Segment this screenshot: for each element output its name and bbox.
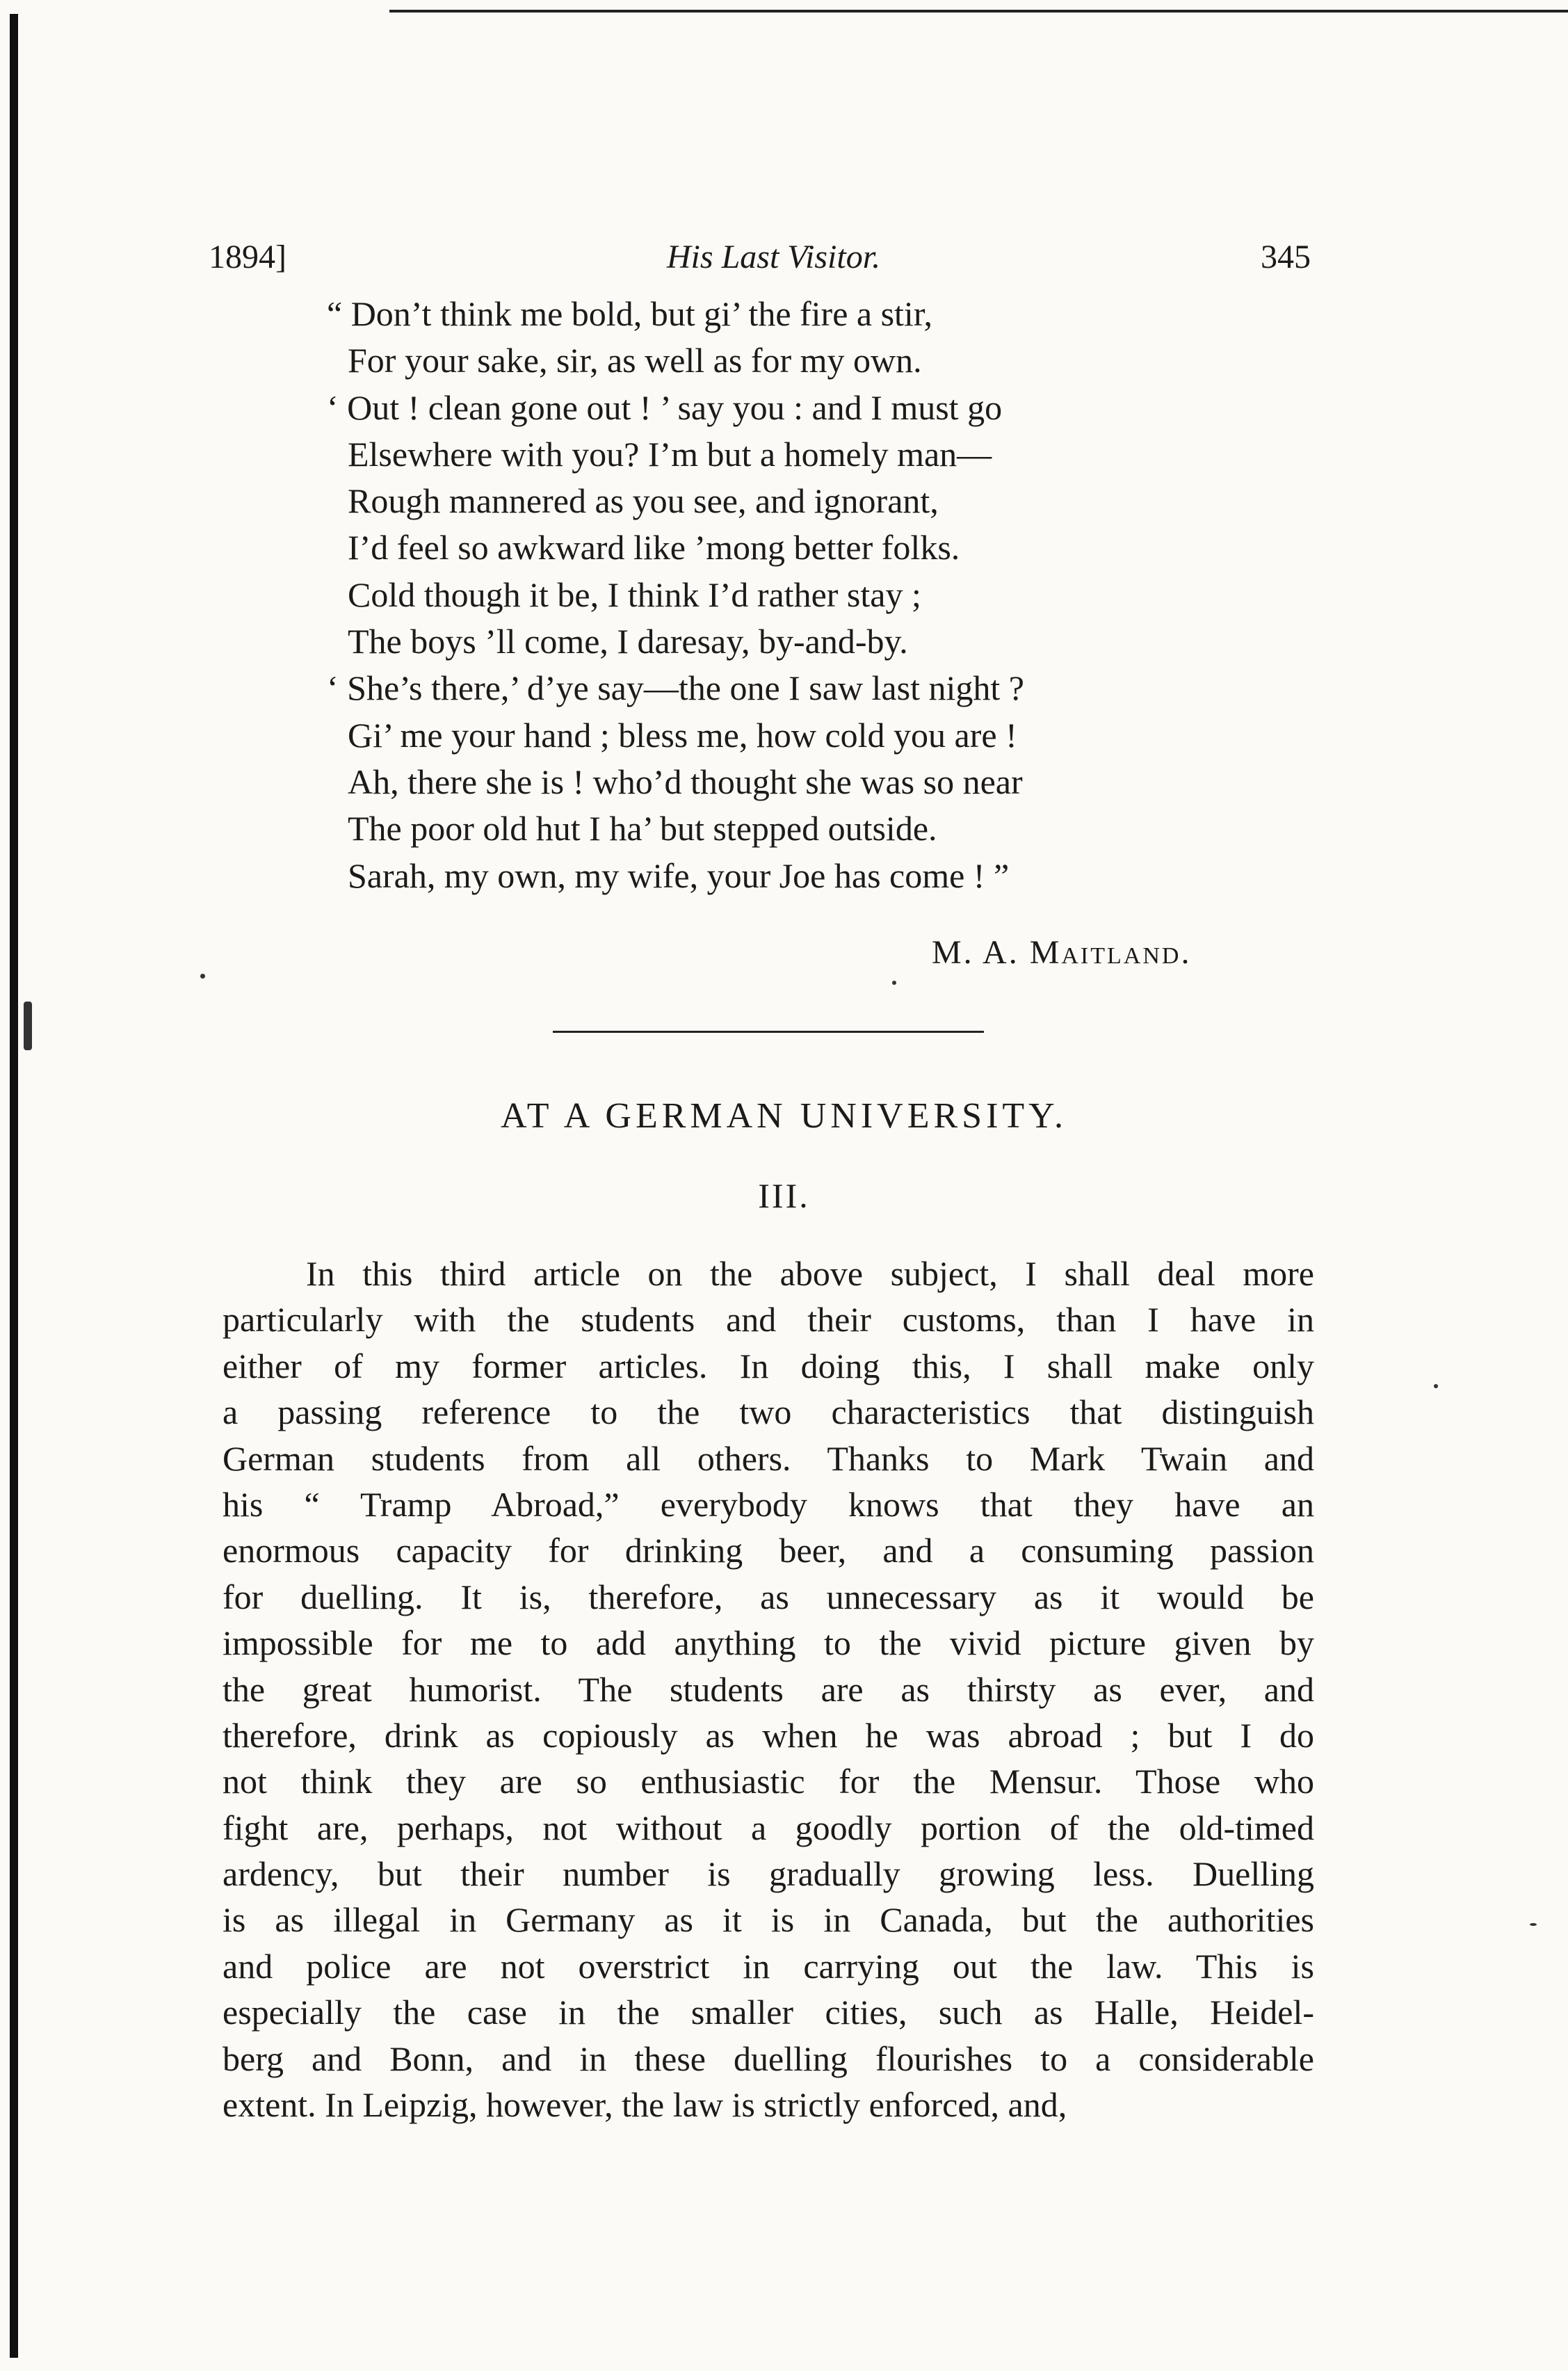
body-line: especially the case in the smaller cities, such as Halle, Heidel- xyxy=(223,1993,1314,2032)
scan-speck xyxy=(1434,1384,1438,1388)
poem-line: The poor old hut I ha’ but stepped outside. xyxy=(348,809,937,849)
poem-line: I’d feel so awkward like ’mong better folks. xyxy=(348,528,960,568)
body-line: berg and Bonn, and in these duelling flourishes to a considerable xyxy=(223,2039,1314,2078)
poem-line: Cold though it be, I think I’d rather stay ; xyxy=(348,574,921,614)
section-numeral: III. xyxy=(758,1176,810,1215)
body-line: ardency, but their number is gradually growing less. Duelling xyxy=(223,1854,1314,1894)
scan-speck xyxy=(200,974,205,979)
header-year: 1894] xyxy=(209,239,286,275)
page-number: 345 xyxy=(1261,239,1311,275)
article-body xyxy=(223,1251,1314,2128)
body-line: and police are not overstrict in carrying out the law. This is xyxy=(223,1946,1314,1986)
poem-signature: M. A. Maitland. xyxy=(932,934,1192,971)
poem-line: Sarah, my own, my wife, your Joe has come ! ” xyxy=(348,855,1010,895)
body-line: a passing reference to the two characteristics that distinguish xyxy=(223,1392,1314,1432)
running-header xyxy=(209,238,1311,276)
article-title: AT A GERMAN UNIVERSITY. xyxy=(500,1096,1068,1136)
body-line: In this third article on the above subject, I shall deal more xyxy=(306,1254,1314,1293)
body-line: is as illegal in Germany as it is in Canada, but the authorities xyxy=(223,1900,1314,1940)
scan-speck xyxy=(24,1002,32,1050)
body-line: for duelling. It is, therefore, as unnecessary as it would be xyxy=(223,1577,1314,1616)
body-line: enormous capacity for drinking beer, and a consuming passion xyxy=(223,1531,1314,1570)
poem-line: Ah, there she is ! who’d thought she was so near xyxy=(348,762,1023,801)
poem-line: Elsewhere with you? I’m but a homely man— xyxy=(348,434,992,474)
scan-speck xyxy=(892,981,896,985)
poem-line: The boys ’ll come, I daresay, by-and-by. xyxy=(348,622,908,661)
body-line: the great humorist. The students are as thirsty as ever, and xyxy=(223,1669,1314,1709)
poem-line: Rough mannered as you see, and ignorant, xyxy=(348,481,939,521)
body-line: not think they are so enthusiastic for the Mensur. Those who xyxy=(223,1762,1314,1801)
body-line: extent. In Leipzig, however, the law is strictly enforced, and, xyxy=(223,2085,1067,2125)
body-line: German students from all others. Thanks to Mark Twain and xyxy=(223,1438,1314,1478)
body-line: his “ Tramp Abroad,” everybody knows that they have an xyxy=(223,1484,1314,1524)
body-line: therefore, drink as copiously as when he was abroad ; but I do xyxy=(223,1715,1314,1755)
poem xyxy=(327,291,1335,899)
poem-line: ‘ Out ! clean gone out ! ’ say you : and I must go xyxy=(327,387,1003,427)
body-line: impossible for me to add anything to the vivid picture given by xyxy=(223,1623,1314,1663)
poem-line: Gi’ me your hand ; bless me, how cold you are ! xyxy=(348,715,1017,755)
section-divider xyxy=(553,1031,984,1033)
body-line: either of my former articles. In doing this, I shall make only xyxy=(223,1346,1314,1385)
body-line: particularly with the students and their customs, than I have in xyxy=(223,1300,1314,1340)
header-title: His Last Visitor. xyxy=(666,239,881,275)
poem-line: ‘ She’s there,’ d’ye say—the one I saw last night ? xyxy=(327,668,1024,708)
scan-speck xyxy=(1530,1923,1537,1926)
poem-line: “ Don’t think me bold, but gi’ the fire a stir, xyxy=(327,294,932,333)
body-line: fight are, perhaps, not without a goodly portion of the old-timed xyxy=(223,1808,1314,1847)
poem-line: For your sake, sir, as well as for my own. xyxy=(348,341,922,380)
top-rule xyxy=(389,10,1568,13)
